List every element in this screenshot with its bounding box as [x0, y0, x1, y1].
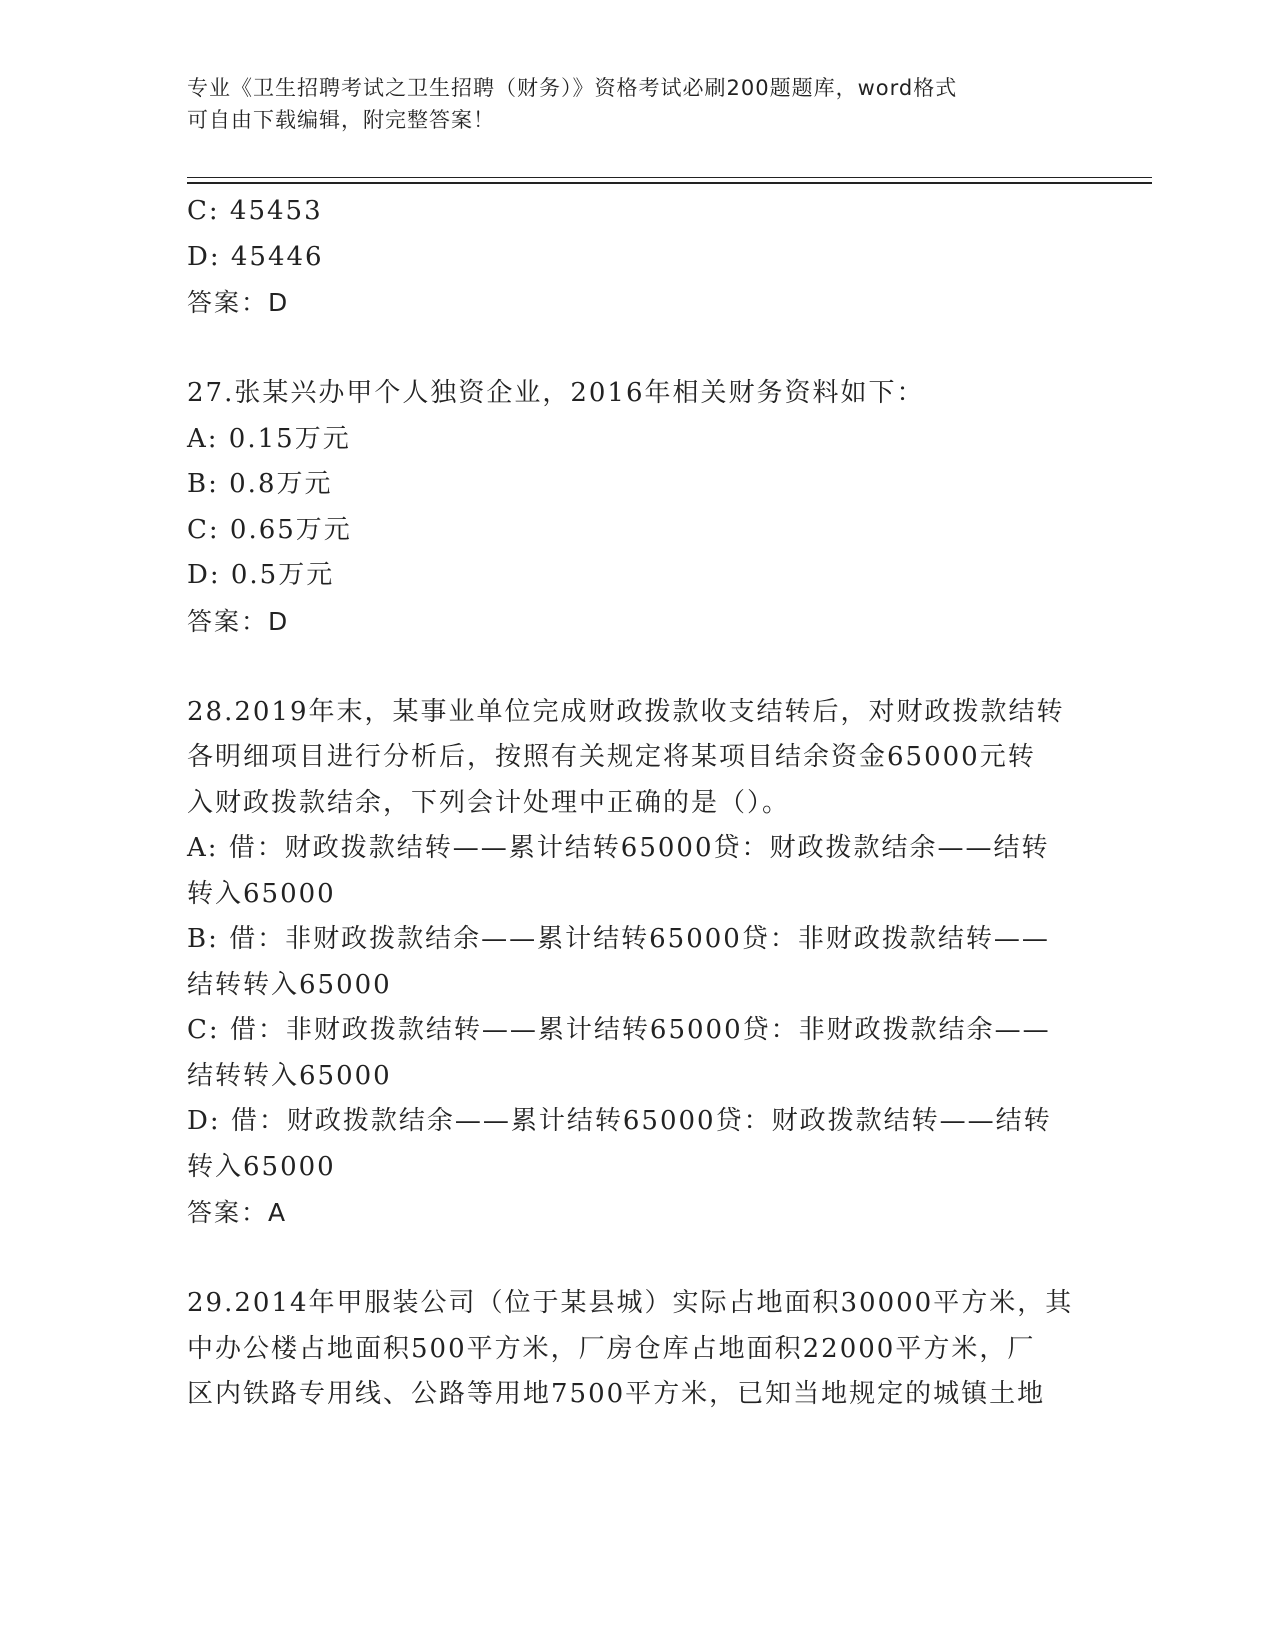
spacer — [187, 644, 1087, 690]
q27-option-a: A: 0.15万元 — [187, 423, 351, 454]
q26-option-c: C: 45453 — [187, 196, 323, 226]
q28-stem-line: 28.2019年末，某事业单位完成财政拨款收支结转后，对财政拨款结转 — [187, 696, 1065, 727]
q28-option-d: D: 借：财政拨款结余——累计结转65000贷：财政拨款结转——结转 — [187, 1106, 1052, 1136]
q29-stem-line: 29.2014年甲服装公司（位于某县城）实际占地面积30000平方米，其 — [187, 1288, 1074, 1318]
q26-option-d: D: 45446 — [187, 241, 324, 272]
q27-option-b: B: 0.8万元 — [187, 469, 333, 499]
q27-option-d: D: 0.5万元 — [187, 560, 335, 590]
q29-stem-line: 区内铁路专用线、公路等用地7500平方米，已知当地规定的城镇土地 — [187, 1379, 1046, 1409]
q28-option-d-cont: 转入65000 — [187, 1151, 336, 1182]
q27-stem: 27.张某兴办甲个人独资企业，2016年相关财务资料如下： — [187, 378, 925, 408]
spacer — [187, 1236, 1087, 1282]
header-line-1: 专业《卫生招聘考试之卫生招聘（财务）》资格考试必刷200题题库，word格式 — [187, 76, 958, 100]
q26-answer: 答案：D — [187, 288, 290, 317]
q28-option-c: C: 借：非财政拨款结转——累计结转65000贷：非财政拨款结余—— — [187, 1015, 1051, 1045]
q28-option-c-cont: 结转转入65000 — [187, 1060, 392, 1091]
document-body — [187, 189, 1087, 1418]
page-header — [187, 72, 1087, 136]
q28-option-a: A: 借：财政拨款结转——累计结转65000贷：财政拨款结余——结转 — [187, 833, 1050, 863]
header-rule-thick — [187, 182, 1152, 184]
q28-stem-line: 各明细项目进行分析后，按照有关规定将某项目结余资金65000元转 — [187, 742, 1036, 772]
q28-stem-line: 入财政拨款结余，下列会计处理中正确的是（）。 — [187, 787, 791, 818]
q29-stem-line: 中办公楼占地面积500平方米，厂房仓库占地面积22000平方米，厂 — [187, 1333, 1036, 1364]
q28-answer: 答案：A — [187, 1198, 288, 1227]
q28-option-b: B: 借：非财政拨款结余——累计结转65000贷：非财政拨款结转—— — [187, 924, 1050, 954]
header-line-2: 可自由下载编辑，附完整答案！ — [187, 108, 495, 132]
q27-answer: 答案：D — [187, 606, 290, 636]
spacer — [187, 326, 1087, 372]
q28-option-a-cont: 转入65000 — [187, 878, 336, 909]
q27-option-c: C: 0.65万元 — [187, 514, 352, 545]
q28-option-b-cont: 结转转入65000 — [187, 969, 392, 1000]
header-rule-thin — [187, 177, 1152, 178]
